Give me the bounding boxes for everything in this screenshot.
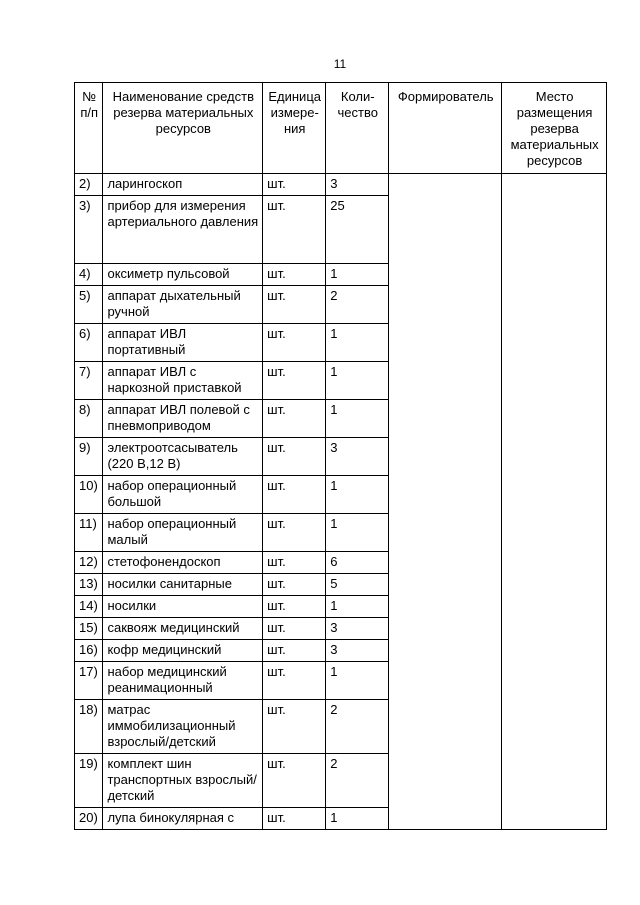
item-name: кофр медицинский (103, 640, 263, 662)
header-former: Формирователь (389, 83, 502, 174)
item-quantity: 1 (326, 400, 389, 438)
row-number: 15) (75, 618, 103, 640)
item-name: аппарат ИВЛ портативный (103, 324, 263, 362)
resources-table (74, 82, 607, 830)
item-unit: шт. (263, 552, 326, 574)
header-unit: Единица измере-ния (263, 83, 326, 174)
item-quantity: 3 (326, 640, 389, 662)
item-unit: шт. (263, 574, 326, 596)
item-quantity: 1 (326, 596, 389, 618)
header-name: Наименование средств резерва материальных ресурсов (103, 83, 263, 174)
item-name: саквояж медицинский (103, 618, 263, 640)
item-name: электроотсасыватель (220 В,12 В) (103, 438, 263, 476)
item-name: набор медицинский реанимационный (103, 662, 263, 700)
item-name: матрас иммобилизационный взрослый/детский (103, 700, 263, 754)
page-number: 11 (333, 57, 347, 71)
item-name: стетофонендоскоп (103, 552, 263, 574)
item-name: носилки (103, 596, 263, 618)
item-quantity: 2 (326, 700, 389, 754)
item-unit: шт. (263, 640, 326, 662)
item-quantity: 1 (326, 514, 389, 552)
row-number: 16) (75, 640, 103, 662)
item-quantity: 3 (326, 618, 389, 640)
item-quantity: 3 (326, 438, 389, 476)
table-header-row (75, 83, 607, 174)
item-name: комплект шин транспортных взрослый/детский (103, 754, 263, 808)
former-cell (389, 174, 502, 830)
row-number: 6) (75, 324, 103, 362)
item-quantity: 1 (326, 362, 389, 400)
row-number: 13) (75, 574, 103, 596)
row-number: 17) (75, 662, 103, 700)
row-number: 14) (75, 596, 103, 618)
item-quantity: 1 (326, 808, 389, 830)
item-unit: шт. (263, 514, 326, 552)
item-quantity: 1 (326, 264, 389, 286)
item-unit: шт. (263, 596, 326, 618)
item-quantity: 2 (326, 286, 389, 324)
item-name: прибор для измерения артериального давления (103, 196, 263, 264)
item-unit: шт. (263, 808, 326, 830)
item-unit: шт. (263, 400, 326, 438)
item-name: набор операционный большой (103, 476, 263, 514)
table-body (75, 174, 607, 830)
item-name: ларингоскоп (103, 174, 263, 196)
row-number: 5) (75, 286, 103, 324)
item-quantity: 6 (326, 552, 389, 574)
table-row (75, 174, 607, 196)
item-unit: шт. (263, 618, 326, 640)
item-unit: шт. (263, 286, 326, 324)
header-qty: Коли-чество (326, 83, 389, 174)
row-number: 2) (75, 174, 103, 196)
item-unit: шт. (263, 196, 326, 264)
header-num: № п/п (75, 83, 103, 174)
item-quantity: 1 (326, 662, 389, 700)
item-name: оксиметр пульсовой (103, 264, 263, 286)
item-unit: шт. (263, 362, 326, 400)
item-unit: шт. (263, 754, 326, 808)
item-name: носилки санитарные (103, 574, 263, 596)
row-number: 9) (75, 438, 103, 476)
item-quantity: 1 (326, 476, 389, 514)
item-unit: шт. (263, 662, 326, 700)
row-number: 8) (75, 400, 103, 438)
item-name: набор операционный малый (103, 514, 263, 552)
place-cell (502, 174, 607, 830)
item-name: аппарат дыхательный ручной (103, 286, 263, 324)
header-place: Место размещения резерва материальных ресурсов (502, 83, 607, 174)
row-number: 4) (75, 264, 103, 286)
item-unit: шт. (263, 700, 326, 754)
row-number: 12) (75, 552, 103, 574)
item-unit: шт. (263, 264, 326, 286)
item-quantity: 1 (326, 324, 389, 362)
row-number: 3) (75, 196, 103, 264)
item-quantity: 5 (326, 574, 389, 596)
item-name: аппарат ИВЛ полевой с пневмоприводом (103, 400, 263, 438)
row-number: 10) (75, 476, 103, 514)
item-name: аппарат ИВЛ с наркозной приставкой (103, 362, 263, 400)
row-number: 19) (75, 754, 103, 808)
item-unit: шт. (263, 476, 326, 514)
item-unit: шт. (263, 174, 326, 196)
row-number: 11) (75, 514, 103, 552)
item-quantity: 2 (326, 754, 389, 808)
item-quantity: 25 (326, 196, 389, 264)
row-number: 7) (75, 362, 103, 400)
item-quantity: 3 (326, 174, 389, 196)
row-number: 18) (75, 700, 103, 754)
item-name: лупа бинокулярная с (103, 808, 263, 830)
row-number: 20) (75, 808, 103, 830)
item-unit: шт. (263, 438, 326, 476)
item-unit: шт. (263, 324, 326, 362)
